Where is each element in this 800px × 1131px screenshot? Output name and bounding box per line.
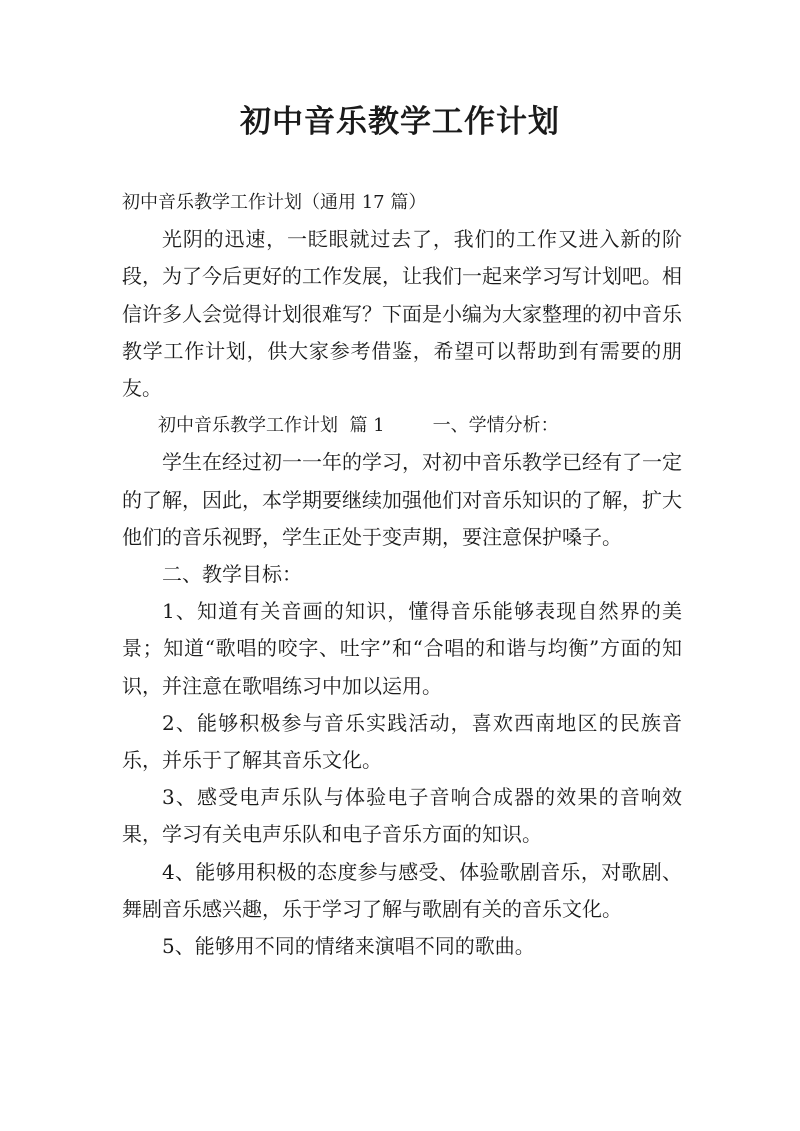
section-heading: 初中音乐教学工作计划 篇 1 <box>158 415 385 437</box>
paragraph-teaching-goals-heading: 二、教学目标： <box>162 562 302 587</box>
paragraph-goal-1: 1、知道有关音画的知识，懂得音乐能够表现自然界的美景；知道“歌唱的咬字、吐字”和“合唱的和谐与均衡”方面的知识，并注意在歌唱练习中加以运用。 <box>122 599 682 698</box>
page-title: 初中音乐教学工作计划 <box>240 104 560 140</box>
intro-paragraph: 光阴的迅速，一眨眼就过去了，我们的工作又进入新的阶段，为了今后更好的工作发展，让我们一起来学习写计划吧。相信许多人会觉得计划很难写？下面是小编为大家整理的初中音乐教学工作计划，供大家参考借鉴，希望可以帮助到有需要的朋友。 <box>122 227 682 401</box>
document-body <box>122 184 682 965</box>
paragraph-student-analysis: 学生在经过初一一年的学习，对初中音乐教学已经有了一定的了解，因此，本学期要继续加强他们对音乐知识的了解，扩大他们的音乐视野，学生正处于变声期，要注意保护嗓子。 <box>122 450 682 549</box>
document-subtitle: 初中音乐教学工作计划（通用 17 篇） <box>122 192 427 213</box>
paragraph-goal-2: 2、能够积极参与音乐实践活动，喜欢西南地区的民族音乐，并乐于了解其音乐文化。 <box>122 710 682 773</box>
paragraph-goal-5: 5、能够用不同的情绪来演唱不同的歌曲。 <box>162 934 535 959</box>
section-first-item: 一、学情分析： <box>432 415 559 437</box>
paragraph-goal-3: 3、感受电声乐队与体验电子音响合成器的效果的音响效果，学习有关电声乐队和电子音乐方面的知识。 <box>122 785 682 847</box>
paragraph-goal-4: 4、能够用积极的态度参与感受、体验歌剧音乐，对歌剧、舞剧音乐感兴趣，乐于学习了解与歌剧有关的音乐文化。 <box>122 859 682 921</box>
section-heading-line <box>122 407 682 444</box>
